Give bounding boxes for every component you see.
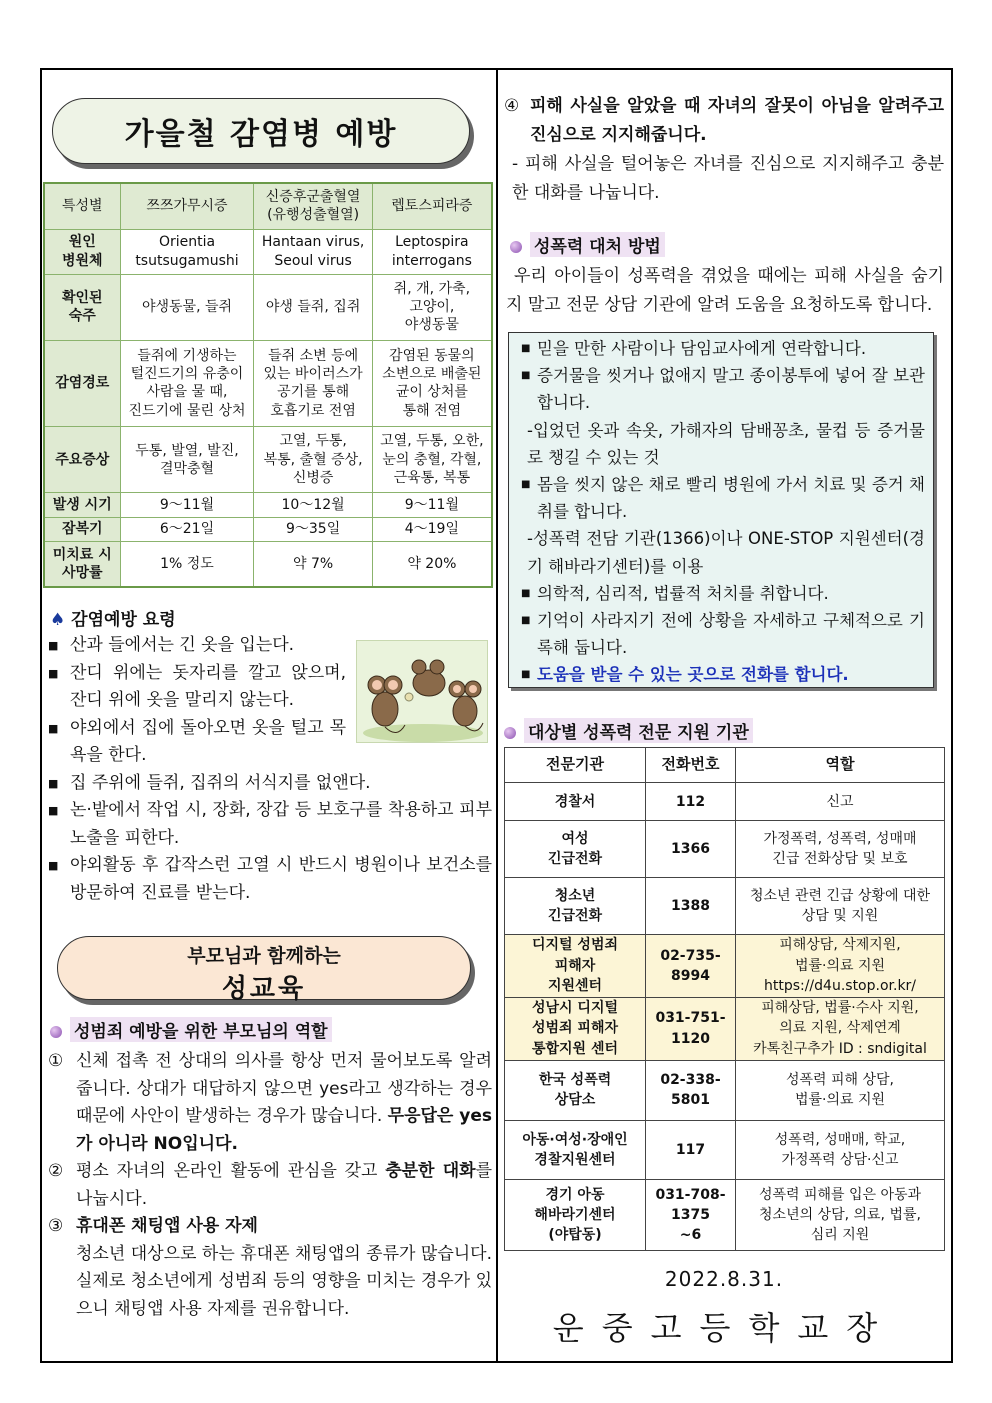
table-cell: 9～11월 (120, 493, 254, 517)
purple-bullet-icon (50, 1026, 62, 1038)
table-cell: 들쥐 소변 등에 있는 바이러스가 공기를 통해 호흡기로 전염 (254, 340, 372, 427)
row-label: 발생 시기 (44, 493, 120, 517)
institution-name: 아동·여성·장애인 경찰지원센터 (505, 1121, 646, 1180)
institution-role: 청소년 관련 긴급 상황에 대한 상담 및 지원 (736, 878, 945, 935)
institution-role: 피해상담, 법률·수사 지원, 의료 지원, 삭제연계 카톡친구추가 ID : sndigital (736, 997, 945, 1060)
institutions-heading: 대상별 성폭력 전문 지원 기관 (504, 718, 753, 743)
parents-item-3: ③ 휴대폰 채팅앱 사용 자제 (48, 1216, 258, 1236)
institution-phone: 1366 (646, 821, 736, 878)
title-banner (52, 98, 470, 164)
table-header: 특성별 (44, 183, 120, 229)
parents-item-1: ① 신체 접촉 전 상대의 의사를 항상 먼저 물어보도록 알려줍니다. 상대가 대답하지 않으면 yes라고 생각하는 경우 때문에 사안이 발생하는 경우가 많습니다. 무응답은 yes가 아니라 NO입니다. (48, 1051, 492, 1154)
banner-title: 성교육 (221, 974, 307, 1004)
table-cell: 두통, 발열, 발진, 결막충혈 (120, 427, 254, 493)
call-text: 도움을 받을 수 있는 곳으로 전화를 합니다. (537, 665, 849, 685)
school-name: 운중고등학교장 (552, 1309, 896, 1347)
table-row (505, 1060, 945, 1121)
prevention-item: ■ 야외에서 집에 돌아오면 옷을 털고 목욕을 한다. (46, 715, 346, 770)
parents-heading: 성범죄 예방을 위한 부모님의 역할 (50, 1017, 332, 1042)
response-heading: 성폭력 대처 방법 (510, 232, 665, 257)
row-label: 주요증상 (44, 427, 120, 493)
table-cell: 1% 정도 (120, 541, 254, 587)
institution-phone: 02-735-8994 (646, 934, 736, 997)
institution-name: 디지털 성범죄 피해자 지원센터 (505, 934, 646, 997)
row-label: 원인 병원체 (44, 229, 120, 274)
table-row (44, 229, 492, 274)
table-row (505, 1121, 945, 1180)
prevention-item: ■ 산과 들에서는 긴 옷을 입는다. (46, 632, 346, 660)
disease-table (43, 182, 493, 588)
purple-bullet-icon (504, 727, 516, 739)
institution-phone: 112 (646, 783, 736, 821)
prevention-list (46, 632, 494, 907)
parents-list (46, 1048, 492, 1323)
response-item: -성폭력 전담 기관(1366)이나 ONE-STOP 지원센터(경기 해바라기센터)를 이용 (527, 529, 925, 576)
institution-name: 여성 긴급전화 (505, 821, 646, 878)
institution-role: 성폭력 피해 상담, 법률·의료 지원 (736, 1060, 945, 1121)
column-divider (496, 68, 498, 1363)
table-cell: 야생동물, 들쥐 (120, 274, 254, 340)
table-cell: 10～12월 (254, 493, 372, 517)
table-header: 전화번호 (646, 748, 736, 783)
institution-phone: 031-708-1375 ~6 (646, 1180, 736, 1251)
institution-phone: 031-751-1120 (646, 997, 736, 1060)
institution-name: 한국 성폭력 상담소 (505, 1060, 646, 1121)
table-row (44, 493, 492, 517)
institutions-table (504, 747, 945, 1251)
row-label: 확인된 숙주 (44, 274, 120, 340)
response-item: ■ 믿을 만한 사람이나 담임교사에게 연락합니다. (521, 335, 925, 362)
table-cell: 야생 들쥐, 집쥐 (254, 274, 372, 340)
table-row (505, 1180, 945, 1251)
table-row (505, 878, 945, 935)
institution-phone: 02-338-5801 (646, 1060, 736, 1121)
table-cell: 약 7% (254, 541, 372, 587)
page-title: 가을철 감염병 예방 (124, 117, 398, 152)
table-cell: 고열, 두통, 오한, 눈의 충혈, 각혈, 근육통, 복통 (372, 427, 492, 493)
response-item: ■ 기억이 사라지기 전에 상황을 자세하고 구체적으로 기록해 둡니다. (521, 607, 925, 661)
prevention-item: ■ 논·밭에서 작업 시, 장화, 장갑 등 보호구를 착용하고 피부 노출을 피한다. (46, 797, 492, 852)
table-header: 렙토스피라증 (372, 183, 492, 229)
table-cell: 4～19일 (372, 517, 492, 541)
response-intro: 우리 아이들이 성폭력을 겪었을 때에는 피해 사실을 숨기지 말고 전문 상담 기관에 알려 도움을 요청하도록 합니다. (506, 266, 944, 315)
response-box (508, 332, 934, 688)
table-cell: 들쥐에 기생하는 털진드기의 유충이 사람을 물 때, 진드기에 물린 상처 (120, 340, 254, 427)
institution-role: 피해상담, 삭제지원, 법률·의료 지원 https://d4u.stop.or.kr/ (736, 934, 945, 997)
parents-item-2: ② 평소 자녀의 온라인 활동에 관심을 갖고 충분한 대화를 나눕시다. (48, 1161, 492, 1209)
row-label: 감염경로 (44, 340, 120, 427)
table-row (505, 783, 945, 821)
table-row (44, 541, 492, 587)
table-cell: Leptospira interrogans (372, 229, 492, 274)
response-item: ■ 증거물을 씻거나 없애지 말고 종이봉투에 넣어 잘 보관합니다. (521, 362, 925, 416)
institution-role: 가정폭력, 성폭력, 성매매 긴급 전화상담 및 보호 (736, 821, 945, 878)
table-cell: 약 20% (372, 541, 492, 587)
purple-bullet-icon (510, 241, 522, 253)
prevention-item: ■ 집 주위에 들쥐, 집쥐의 서식지를 없앤다. (46, 770, 492, 798)
institution-role: 성폭력, 성매매, 학교, 가정폭력 상담·신고 (736, 1121, 945, 1180)
prevention-item: ■ 잔디 위에는 돗자리를 깔고 앉으며, 잔디 위에 옷을 말리지 않는다. (46, 660, 346, 715)
spade-icon: ♠ (50, 610, 66, 630)
response-item: -입었던 옷과 속옷, 가해자의 담배꽁초, 물컵 등 증거물로 챙길 수 있는 것 (527, 420, 925, 467)
parents-item-4: ④ 피해 사실을 알았을 때 자녀의 잘못이 아님을 알려주고 진심으로 지지해줍니다. - 피해 사실을 털어놓은 자녀를 진심으로 지지해주고 충분한 대화를 나눕니다. (504, 92, 944, 208)
sex-ed-banner (57, 936, 471, 1004)
response-item: ■ 의학적, 심리적, 법률적 처치를 취합니다. (521, 580, 925, 607)
institution-name: 경찰서 (505, 783, 646, 821)
table-cell: Orientia tsutsugamushi (120, 229, 254, 274)
table-row (505, 997, 945, 1060)
table-row (505, 821, 945, 878)
banner-subtitle: 부모님과 함께하는 (187, 945, 341, 967)
institution-phone: 1388 (646, 878, 736, 935)
response-item: ■ 몸을 씻지 않은 채로 빨리 병원에 가서 치료 및 증거 채취를 합니다. (521, 471, 925, 525)
table-cell: 6～21일 (120, 517, 254, 541)
table-cell: 고열, 두통, 복통, 출혈 증상, 신병증 (254, 427, 372, 493)
institution-name: 청소년 긴급전화 (505, 878, 646, 935)
table-row (44, 427, 492, 493)
table-cell: 감염된 동물의 소변으로 배출된 균이 상처를 통해 전염 (372, 340, 492, 427)
institution-role: 신고 (736, 783, 945, 821)
table-header: 쯔쯔가무시증 (120, 183, 254, 229)
row-label: 잠복기 (44, 517, 120, 541)
prevention-item: ■ 야외활동 후 갑작스런 고열 시 반드시 병원이나 보건소를 방문하여 진료를 받는다. (46, 852, 492, 907)
institution-role: 성폭력 피해를 입은 아동과 청소년의 상담, 의료, 법률, 심리 지원 (736, 1180, 945, 1251)
institution-name: 경기 아동 해바라기센터 (야탑동) (505, 1180, 646, 1251)
table-row (505, 934, 945, 997)
table-header: 신증후군출혈열 (유행성출혈열) (254, 183, 372, 229)
table-cell: 쥐, 개, 가축, 고양이, 야생동물 (372, 274, 492, 340)
response-item-call (521, 661, 925, 688)
date: 2022.8.31. (664, 1267, 784, 1291)
institution-phone: 117 (646, 1121, 736, 1180)
parents-item-4-sub: - 피해 사실을 털어놓은 자녀를 진심으로 지지해주고 충분한 대화를 나눕니다. (512, 154, 944, 203)
table-row (44, 517, 492, 541)
table-cell: Hantaan virus, Seoul virus (254, 229, 372, 274)
row-label: 미치료 시 사망률 (44, 541, 120, 587)
prevention-heading: ♠ 감염예방 요령 (50, 610, 176, 630)
parents-item-3-body: 청소년 대상으로 하는 휴대폰 채팅앱의 종류가 많습니다. 실제로 청소년에게 성범죄 등의 영향을 미치는 경우가 있으니 채팅앱 사용 자제를 권유합니다. (76, 1243, 492, 1319)
institution-name: 성남시 디지털 성범죄 피해자 통합지원 센터 (505, 997, 646, 1060)
table-header: 전문기관 (505, 748, 646, 783)
table-cell: 9～11월 (372, 493, 492, 517)
table-header: 역할 (736, 748, 945, 783)
table-row (44, 340, 492, 427)
table-cell: 9～35일 (254, 517, 372, 541)
table-row (44, 274, 492, 340)
